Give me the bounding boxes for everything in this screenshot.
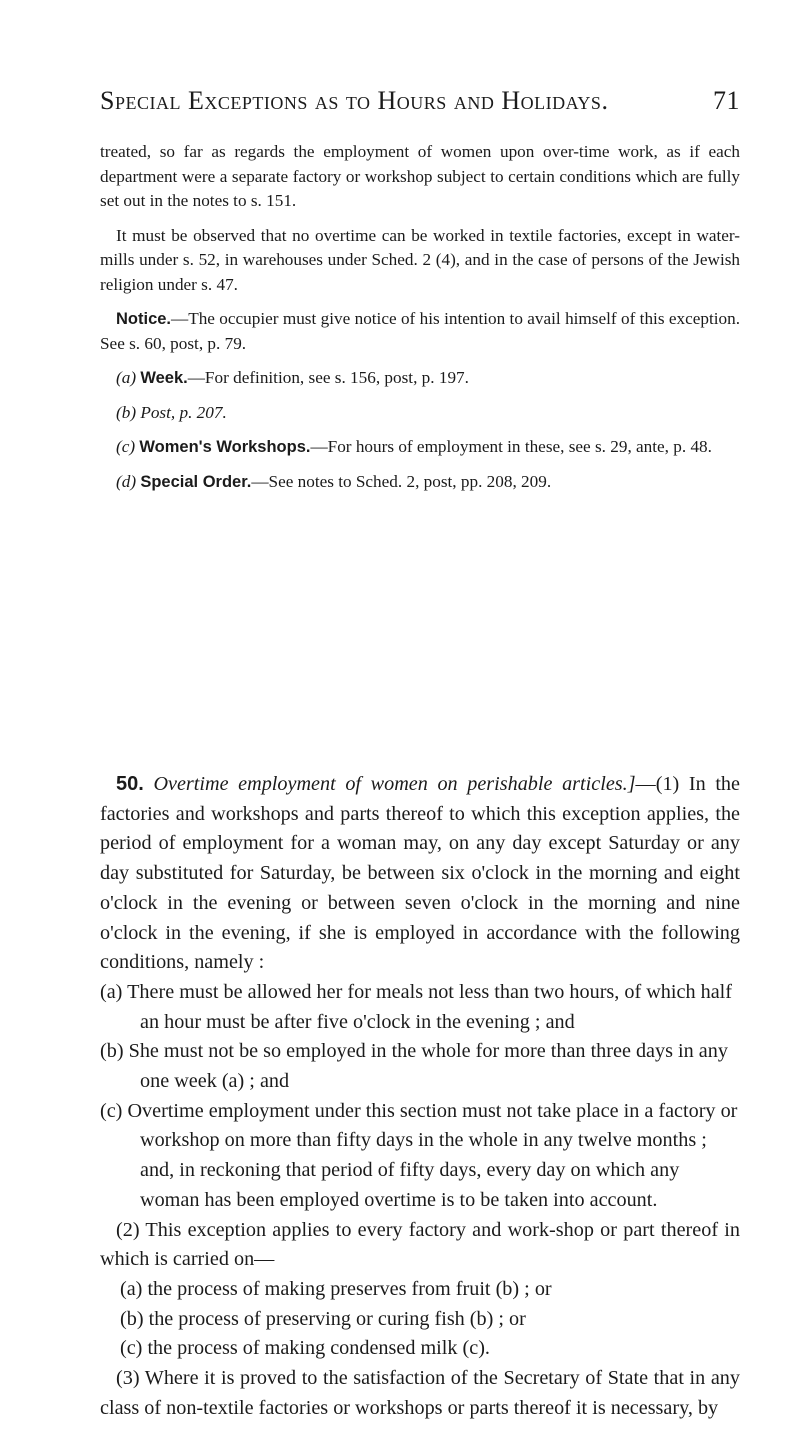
note-a-text: —For definition, see s. 156, post, p. 197. xyxy=(187,368,469,387)
note-d-text: —See notes to Sched. 2, post, pp. 208, 209. xyxy=(251,471,552,491)
process-b: (b) the process of preserving or curing fish (b) ; or xyxy=(120,1307,526,1330)
note-c-heading: Women's Workshops. xyxy=(139,438,311,456)
process-a: (a) the process of making preserves from fruit (b) ; or xyxy=(120,1277,552,1300)
note-d-mark: (d) xyxy=(116,471,137,491)
note-b-mark: (b) xyxy=(116,402,137,422)
notes-block xyxy=(100,140,740,504)
note-notice xyxy=(100,307,740,356)
note-paragraph-2: It must be observed that no overtime can be worked in textile factories, except in water-mills under s. 52, in warehouses under Sched. 2 (4), and in the case of persons of the Jewish religion under s. 47. xyxy=(100,225,740,294)
note-c-text: —For hours of employment in these, see s. 29, ante, p. 48. xyxy=(310,437,712,456)
note-c xyxy=(116,435,740,460)
note-d-heading: Special Order. xyxy=(140,472,252,491)
note-d xyxy=(116,470,740,495)
subsection-2: (2) This exception applies to every factory and work-shop or part thereof in which is carried on— xyxy=(100,1218,740,1271)
note-a-mark: (a) xyxy=(116,368,137,387)
section-intro xyxy=(100,770,740,978)
process-c: (c) the process of making condensed milk (c). xyxy=(120,1337,490,1360)
section-intro-text: —(1) In the factories and workshops and parts thereof to which this exception applies, the period of employment for a woman may, on any day except Saturday or any day substituted for Saturday, be between six o'clock in the morning and eight o'clock in the evening or between seven o'clock in the morning and nine o'clock in the evening, if she is employed in accordance with the following conditions, namely : xyxy=(100,773,740,974)
note-a-heading: Week. xyxy=(140,369,188,387)
condition-a: (a) There must be allowed her for meals not less than two hours, of which half an hour must be after five o'clock in the evening ; and xyxy=(100,980,732,1033)
note-b xyxy=(116,401,740,426)
running-header xyxy=(100,86,740,116)
note-paragraph-1: treated, so far as regards the employment of women upon over-time work, as if each department were a separate factory or workshop subject to certain conditions which are fully set out in the notes to s. 151. xyxy=(100,142,740,210)
note-notice-text: —The occupier must give notice of his intention to avail himself of this exception. See s. 60, post, p. 79. xyxy=(100,309,740,353)
note-c-mark: (c) xyxy=(116,437,136,456)
subsection-3: (3) Where it is proved to the satisfaction of the Secretary of State that in any class of non-textile factories or workshops or parts thereof it is necessary, by xyxy=(100,1367,740,1419)
section-number: 50. xyxy=(116,773,144,795)
note-b-text: Post, p. 207. xyxy=(140,402,227,422)
note-a xyxy=(116,366,740,391)
chapter-title: Special Exceptions as to Hours and Holidays. xyxy=(100,86,609,115)
condition-c: (c) Overtime employment under this section must not take place in a factory or workshop on more than fifty days in the whole in any twelve months ; and, in reckoning that period of fifty days, every day on which any woman has been employed overtime is to be taken into account. xyxy=(100,1099,738,1211)
condition-b: (b) She must not be so employed in the whole for more than three days in any one week (a) ; and xyxy=(100,1040,728,1093)
section-50 xyxy=(100,770,740,1423)
section-title: Overtime employment of women on perishable articles.] xyxy=(153,773,636,795)
page-number: 71 xyxy=(713,86,740,115)
note-notice-heading: Notice. xyxy=(116,310,172,328)
